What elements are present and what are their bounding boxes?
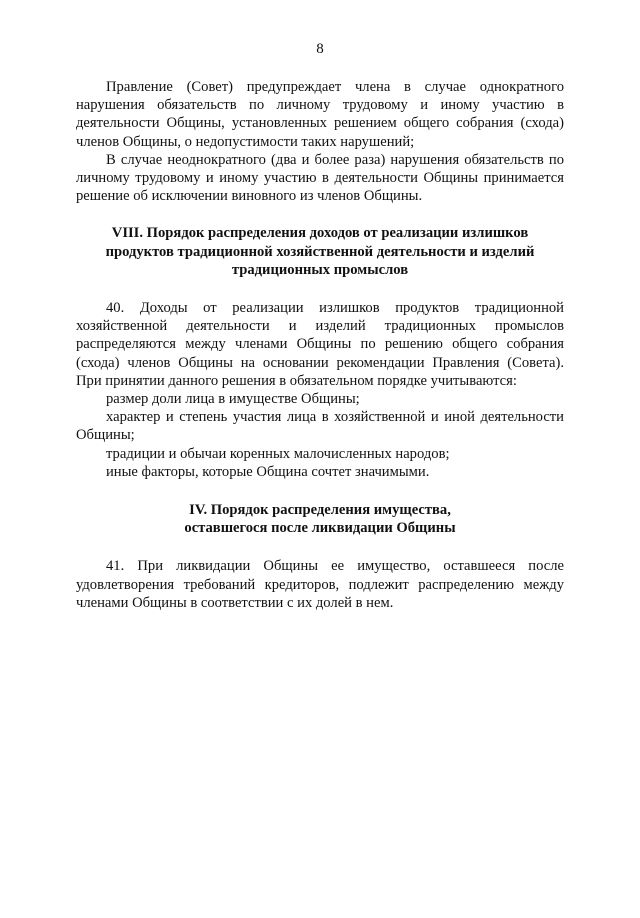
list-item-other-factors: иные факторы, которые Община сочтет значимыми. <box>106 463 430 480</box>
paragraph-exclusion: В случае неоднократного (два и более раза) нарушения обязательств по личному трудовому и иному участию в деятельности Общины принимается решение об исключении виновного из членов Общины. <box>76 151 564 205</box>
list-item-share: размер доли лица в имуществе Общины; <box>106 391 360 408</box>
list-item-participation: характер и степень участия лица в хозяйственной и иной деятельности Общины; <box>76 409 564 444</box>
paragraph-40: 40. Доходы от реализации излишков продуктов традиционной хозяйственной деятельности и изделий традиционных промыслов распределяются между членами Общины по решению общего собрания (схода) членов Общины на основании рекомендации Правления (Совета). При принятии данного решения в обязательном порядке учитываются: <box>76 300 564 389</box>
list-item-traditions: традиции и обычаи коренных малочисленных народов; <box>106 445 450 462</box>
heading-line: IV. Порядок распределения имущества, <box>189 502 451 519</box>
section-viii-heading <box>76 224 564 279</box>
paragraph-warning: Правление (Совет) предупреждает члена в случае однократного нарушения обязательств по личному трудовому и иному участию в деятельности Общины, установленных решением общего собрания (схода) членов Общины, о недопустимости таких нарушений; <box>76 79 564 150</box>
heading-line: оставшегося после ликвидации Общины <box>184 520 456 537</box>
paragraph-41: 41. При ликвидации Общины ее имущество, оставшееся после удовлетворения требований кредиторов, подлежит распределению между членами Общины в соответствии с их долей в нем. <box>76 558 564 611</box>
section-iv-heading <box>76 501 564 537</box>
heading-line: традиционных промыслов <box>231 261 409 278</box>
heading-line: продуктов традиционной хозяйственной деятельности и изделий <box>105 243 535 260</box>
heading-line: VIII. Порядок распределения доходов от реализации излишков <box>111 225 529 242</box>
document-body <box>76 78 564 612</box>
page-number: 8 <box>316 41 324 57</box>
